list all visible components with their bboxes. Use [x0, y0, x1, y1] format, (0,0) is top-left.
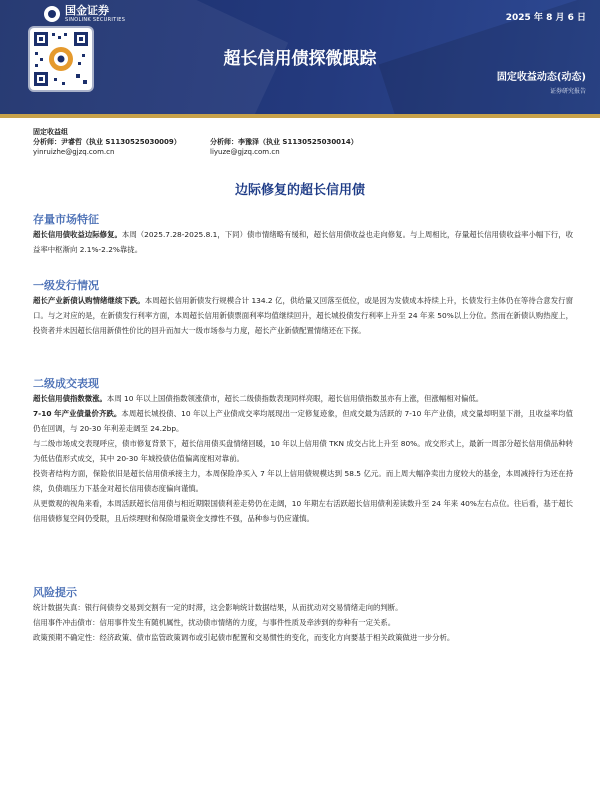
report-title: 超长信用债探微跟踪 — [223, 49, 377, 69]
analyst-email-link[interactable]: yinruizhe@gjzq.com.cn — [33, 148, 115, 156]
section-secondary-trading — [33, 375, 573, 526]
paragraph-body: 本周 10 年以上国债指数领涨债市，超长二级债指数表现同样亮眼，超长信用债指数虽亦有上涨，但涨幅相对偏低。 — [106, 394, 484, 403]
paragraph: 投资者结构方面，保险依旧是超长信用债承接主力，本周保险净买入 7 年以上信用债规模达到 58.5 亿元。而上周大幅净卖出力度较大的基金，本周减持行为还在持续，负债端压力下基金对超长信用债态度偏向谨慎。 — [33, 469, 573, 493]
analyst-role-label: 分析师： — [210, 138, 238, 146]
paragraph: 政策预期不确定性：经济政策、债市监管政策调布或引起债市配置和交易惯性的变化，而变化方向要基于相关政策做进一步分析。 — [33, 633, 455, 642]
paragraph: 与二级市场成交表现呼应，债市修复背景下，超长信用债买盘情绪回暖，10 年以上信用债 TKN 成交占比上升至 80%。成交形式上，最新一周部分超长信用债品种转为低估值形式成交，其中 20-30 年城投债估值偏离度相对靠前。 — [33, 439, 573, 463]
logo-name-cn: 国金证券 — [65, 4, 109, 17]
paragraph — [33, 391, 573, 406]
paragraph: 统计数据失真：银行间债券交易到交割有一定的时滞，这会影响统计数据结果，从而扰动对交易情绪走向的判断。 — [33, 603, 403, 612]
paragraph — [33, 406, 573, 436]
paragraph-body: 本周超长信用新债发行规模合计 134.2 亿，供给量又回落至低位，或是因为发债成本持续上升，长债发行主体仍在等待合意发行窗口。与之对应的是，在新债发行利率方面，本周超长信用新债票面利率均值继续回升，超长城投债发行利率上升至 24 年来 50%以上分位。然而在新债认购热度上，投资者并未因超长信用新债性价比的回升而加大一级市场参与力度，超长产业新债配置情绪还在下探。 — [33, 296, 573, 335]
paragraph-lead: 超长产业新债认购情绪继续下跌。 — [33, 296, 145, 305]
paragraph: 信用事件冲击债市：信用事件发生有随机属性，扰动债市情绪的力度，与事件性质及牵涉到的券种有一定关系。 — [33, 618, 396, 627]
paragraph-body: 本周超长城投债、10 年以上产业债成交率均展现出一定修复迹象，但成交最为活跃的 7-10 年产业债，成交量却明显下滑，且收益率均值仍在回调，与 20-30 年利差走阔至 24.2bp。 — [33, 409, 573, 433]
paragraph — [33, 227, 573, 257]
paragraph: 从更微观的视角来看，本周活跃超长信用债与相近期限国债利差走势仍在走阔，10 年期左右活跃超长信用债利差读数升至 24 年来 40%左右点位。往后看，基于超长信用债修复空间仍受限，且后续理财和保险增量资金支撑性不强，品种参与仍应谨慎。 — [33, 499, 573, 523]
analyst-email-link[interactable]: liyuze@gjzq.com.cn — [210, 148, 280, 156]
report-date: 2025 年 8 月 6 日 — [505, 13, 586, 23]
logo-icon — [44, 6, 60, 22]
author-block — [33, 127, 358, 157]
paragraph-body: 本周（2025.7.28-2025.8.1，下同）债市情绪略有缓和，超长信用债收益也走向修复。与上周相比，存量超长信用债收益率小幅下行，收益率中枢渐向 2.1%-2.2%靠拢。 — [33, 230, 573, 254]
section-stock-market — [33, 211, 573, 257]
logo-name-en: SINOLINK SECURITIES — [65, 17, 126, 23]
header-banner — [0, 0, 600, 118]
company-logo — [44, 5, 125, 23]
paragraph-lead: 超长信用债收益边际修复。 — [33, 230, 122, 239]
paragraph — [33, 293, 573, 338]
report-type: 证券研究报告 — [549, 88, 586, 95]
analyst-role-label: 分析师： — [33, 138, 61, 146]
paragraph-lead: 超长信用债指数微涨。 — [33, 394, 107, 403]
section-heading: 二级成交表现 — [33, 377, 99, 390]
section-primary-issuance — [33, 277, 573, 338]
section-heading: 风险提示 — [33, 586, 77, 599]
section-heading: 一级发行情况 — [33, 279, 99, 292]
analyst-name: 李豫泽（执业 S1130525030014） — [238, 138, 358, 146]
department-label: 固定收益组 — [33, 128, 68, 136]
banner-accent-line — [0, 114, 600, 118]
paragraph-lead: 7-10 年产业债量价齐跌。 — [33, 409, 122, 418]
report-category: 固定收益动态(动态) — [496, 72, 586, 83]
section-heading: 存量市场特征 — [33, 213, 99, 226]
article-title: 边际修复的超长信用债 — [234, 183, 365, 198]
section-risk-warning — [33, 584, 573, 645]
analyst-name: 尹睿哲（执业 S1130525030009） — [61, 138, 181, 146]
